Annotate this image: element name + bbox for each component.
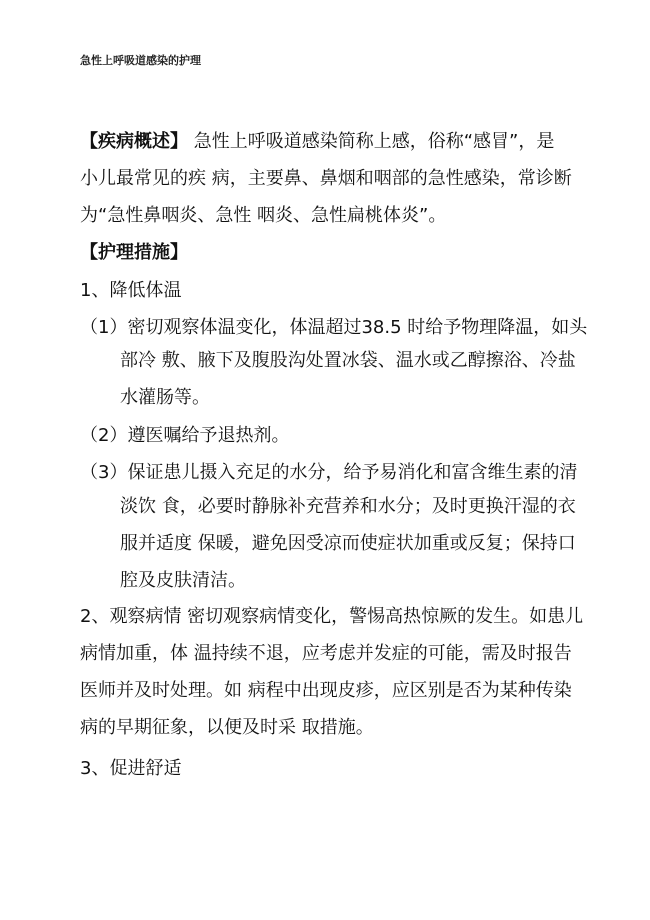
item-3-line-4: 腔及皮肤清洁。 bbox=[120, 570, 246, 591]
item-3-line-3: 服并适度 保暖，避免因受凉而使症状加重或反复；保持口 bbox=[120, 533, 576, 554]
overview-line-2: 小儿最常见的疾 病，主要鼻、鼻烟和咽部的急性感染，常诊断 bbox=[80, 168, 572, 189]
section-2-line-1: 2、观察病情 密切观察病情变化，警惕高热惊厥的发生。如患儿 bbox=[80, 606, 584, 627]
measures-heading: 【护理措施】 bbox=[80, 242, 188, 263]
item-3-line-2: 淡饮 食，必要时静脉补充营养和水分；及时更换汗湿的衣 bbox=[120, 496, 576, 517]
overview-line-3: 为“急性鼻咽炎、急性 咽炎、急性扁桃体炎”。 bbox=[80, 205, 447, 226]
section-2-line-3: 医师并及时处理。如 病程中出现皮疹，应区别是否为某种传染 bbox=[80, 680, 572, 701]
section-2-line-2: 病情加重，体 温持续不退，应考虑并发症的可能，需及时报告 bbox=[80, 643, 572, 664]
overview-heading: 【疾病概述】 bbox=[80, 131, 188, 152]
section-3-title: 3、促进舒适 bbox=[80, 758, 182, 779]
overview-line-1 bbox=[80, 130, 554, 154]
item-1-line-2: 部冷 敷、腋下及腹股沟处置冰袋、温水或乙醇擦浴、冷盐 bbox=[120, 350, 576, 371]
item-2: （2）遵医嘱给予退热剂。 bbox=[80, 425, 290, 446]
document-header: 急性上呼吸道感染的护理 bbox=[80, 54, 201, 67]
item-1-line-3: 水灌肠等。 bbox=[120, 387, 210, 408]
overview-text-1: 急性上呼吸道感染简称上感，俗称“感冒”，是 bbox=[193, 131, 555, 152]
item-1-line-1: （1）密切观察体温变化，体温超过38.5 时给予物理降温，如头 bbox=[80, 317, 588, 338]
item-3-line-1: （3）保证患儿摄入充足的水分，给予易消化和富含维生素的清 bbox=[80, 462, 578, 483]
section-1-title: 1、降低体温 bbox=[80, 280, 182, 301]
section-2-line-4: 病的早期征象，以便及时采 取措施。 bbox=[80, 717, 374, 738]
